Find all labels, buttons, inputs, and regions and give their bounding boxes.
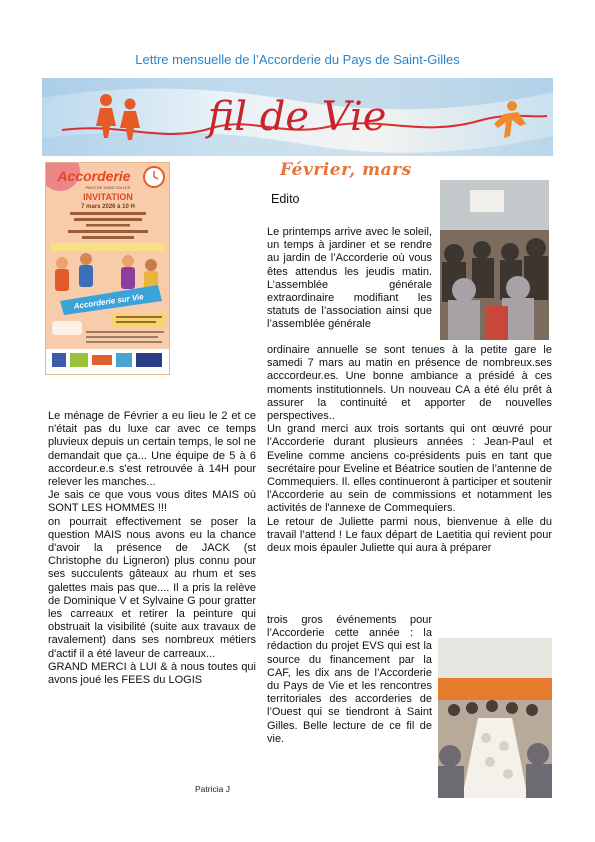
svg-text:7 mars 2026 à 10 H: 7 mars 2026 à 10 H xyxy=(81,204,135,210)
issue-date: Février, mars xyxy=(280,160,412,180)
left-article-paragraph: GRAND MERCI à LUI & à nous toutes qui avons joué les FEES du LOGIS xyxy=(48,660,256,687)
masthead-banner xyxy=(42,78,553,156)
invitation-poster xyxy=(45,162,170,375)
left-article-paragraph: on pourrait effectivement se poser la question MAIS nous avons eu la chance d'avoir la présence de JACK (st Christophe du Ligneron) plus connu pour ses succulents gâteaux au rhum et ses galettes mais pas que.... Il a pris la relève de Dominique V et Sylvaine G pour gratter les carreaux et retirer la peinture qui obstruait la visibilité (suite aux travaux de ravalement) dans ses nombreux métiers d'actif il a été laveur de carreaux... xyxy=(48,515,256,660)
edito-paragraph-closing xyxy=(267,614,432,746)
edito-paragraph-main xyxy=(267,344,552,555)
left-article xyxy=(48,410,256,687)
banner-artwork xyxy=(42,78,553,156)
edito-text: Le printemps arrive avec le soleil, un temps à jardiner et se rendre au jardin de l’Accorderie où vous êtes attendus les jeudis matin. L’assemblée générale extraordinaire modifiant les statuts de l’association ainsi que l’assemblée générale xyxy=(267,226,432,331)
edito-text: Le retour de Juliette parmi nous, bienvenue à elle du travail l’attend ! Le faux départ de Laetitia qui revient pour deux mois épauler Juliette qui aura à préparer xyxy=(267,515,552,555)
svg-text:PAYS DE SAINT-GILLES: PAYS DE SAINT-GILLES xyxy=(85,185,131,190)
edito-text: Un grand merci aux trois sortants qui ont œuvré pour l’Accorderie durant plusieurs années : Jean-Paul et Eveline comme anciens co-présidents puis en tant que secrétaire pour Eveline et Béatrice soutien de l’antenne de Commequiers. Il. elles continueront à participer et soutenir l'Accorderie au sein de commissions et notamment les activités de l'annexe de Commequiers. xyxy=(267,423,552,515)
banner-title: fil de Vie xyxy=(207,94,387,140)
svg-text:INVITATION: INVITATION xyxy=(83,192,133,202)
edito-text: ordinaire annuelle se sont tenues à la petite gare le samedi 7 mars au matin en présence de nombreux.ses acccordeur.es. Une bonne ambiance a présidé à ces moments institutionnels. Un nouveau CA a été élu prêt à assurer la continuité et apporter de nouvelles perspectives.. xyxy=(267,344,552,423)
assembly-meeting-photo xyxy=(440,180,549,340)
left-article-paragraph: Je sais ce que vous vous dites MAIS où SONT LES HOMMES !!! xyxy=(48,489,256,515)
left-article-paragraph: Le ménage de Février a eu lieu le 2 et ce n'était pas du luxe car avec ce temps pluvieux depuis un certain temps, le sol ne demandait que ça... Une équipe de 5 à 6 accordeur.e.s s'est retrouvée à 14H pour relever les manches... xyxy=(48,410,256,489)
svg-text:Accorderie sur Vie: Accorderie sur Vie xyxy=(73,292,145,311)
newsletter-subtitle: Lettre mensuelle de l’Accorderie du Pays de Saint-Gilles xyxy=(135,52,460,67)
shared-meal-photo xyxy=(438,638,552,798)
edito-text: trois gros événements pour l’Accorderie cette année : la rédaction du projet EVS qui est la source du financement par la CAF, les dix ans de l’Accorderie du Pays de Vie et les rencontres territoriales des accorderies de l’Ouest qui se tiendront à Saint Gilles. Belle lecture de ce fil de vie. xyxy=(267,614,432,745)
svg-text:Accorderie: Accorderie xyxy=(57,168,131,184)
article-signature: Patricia J xyxy=(195,784,230,794)
edito-heading: Edito xyxy=(271,192,300,206)
edito-paragraph-intro xyxy=(267,226,432,332)
